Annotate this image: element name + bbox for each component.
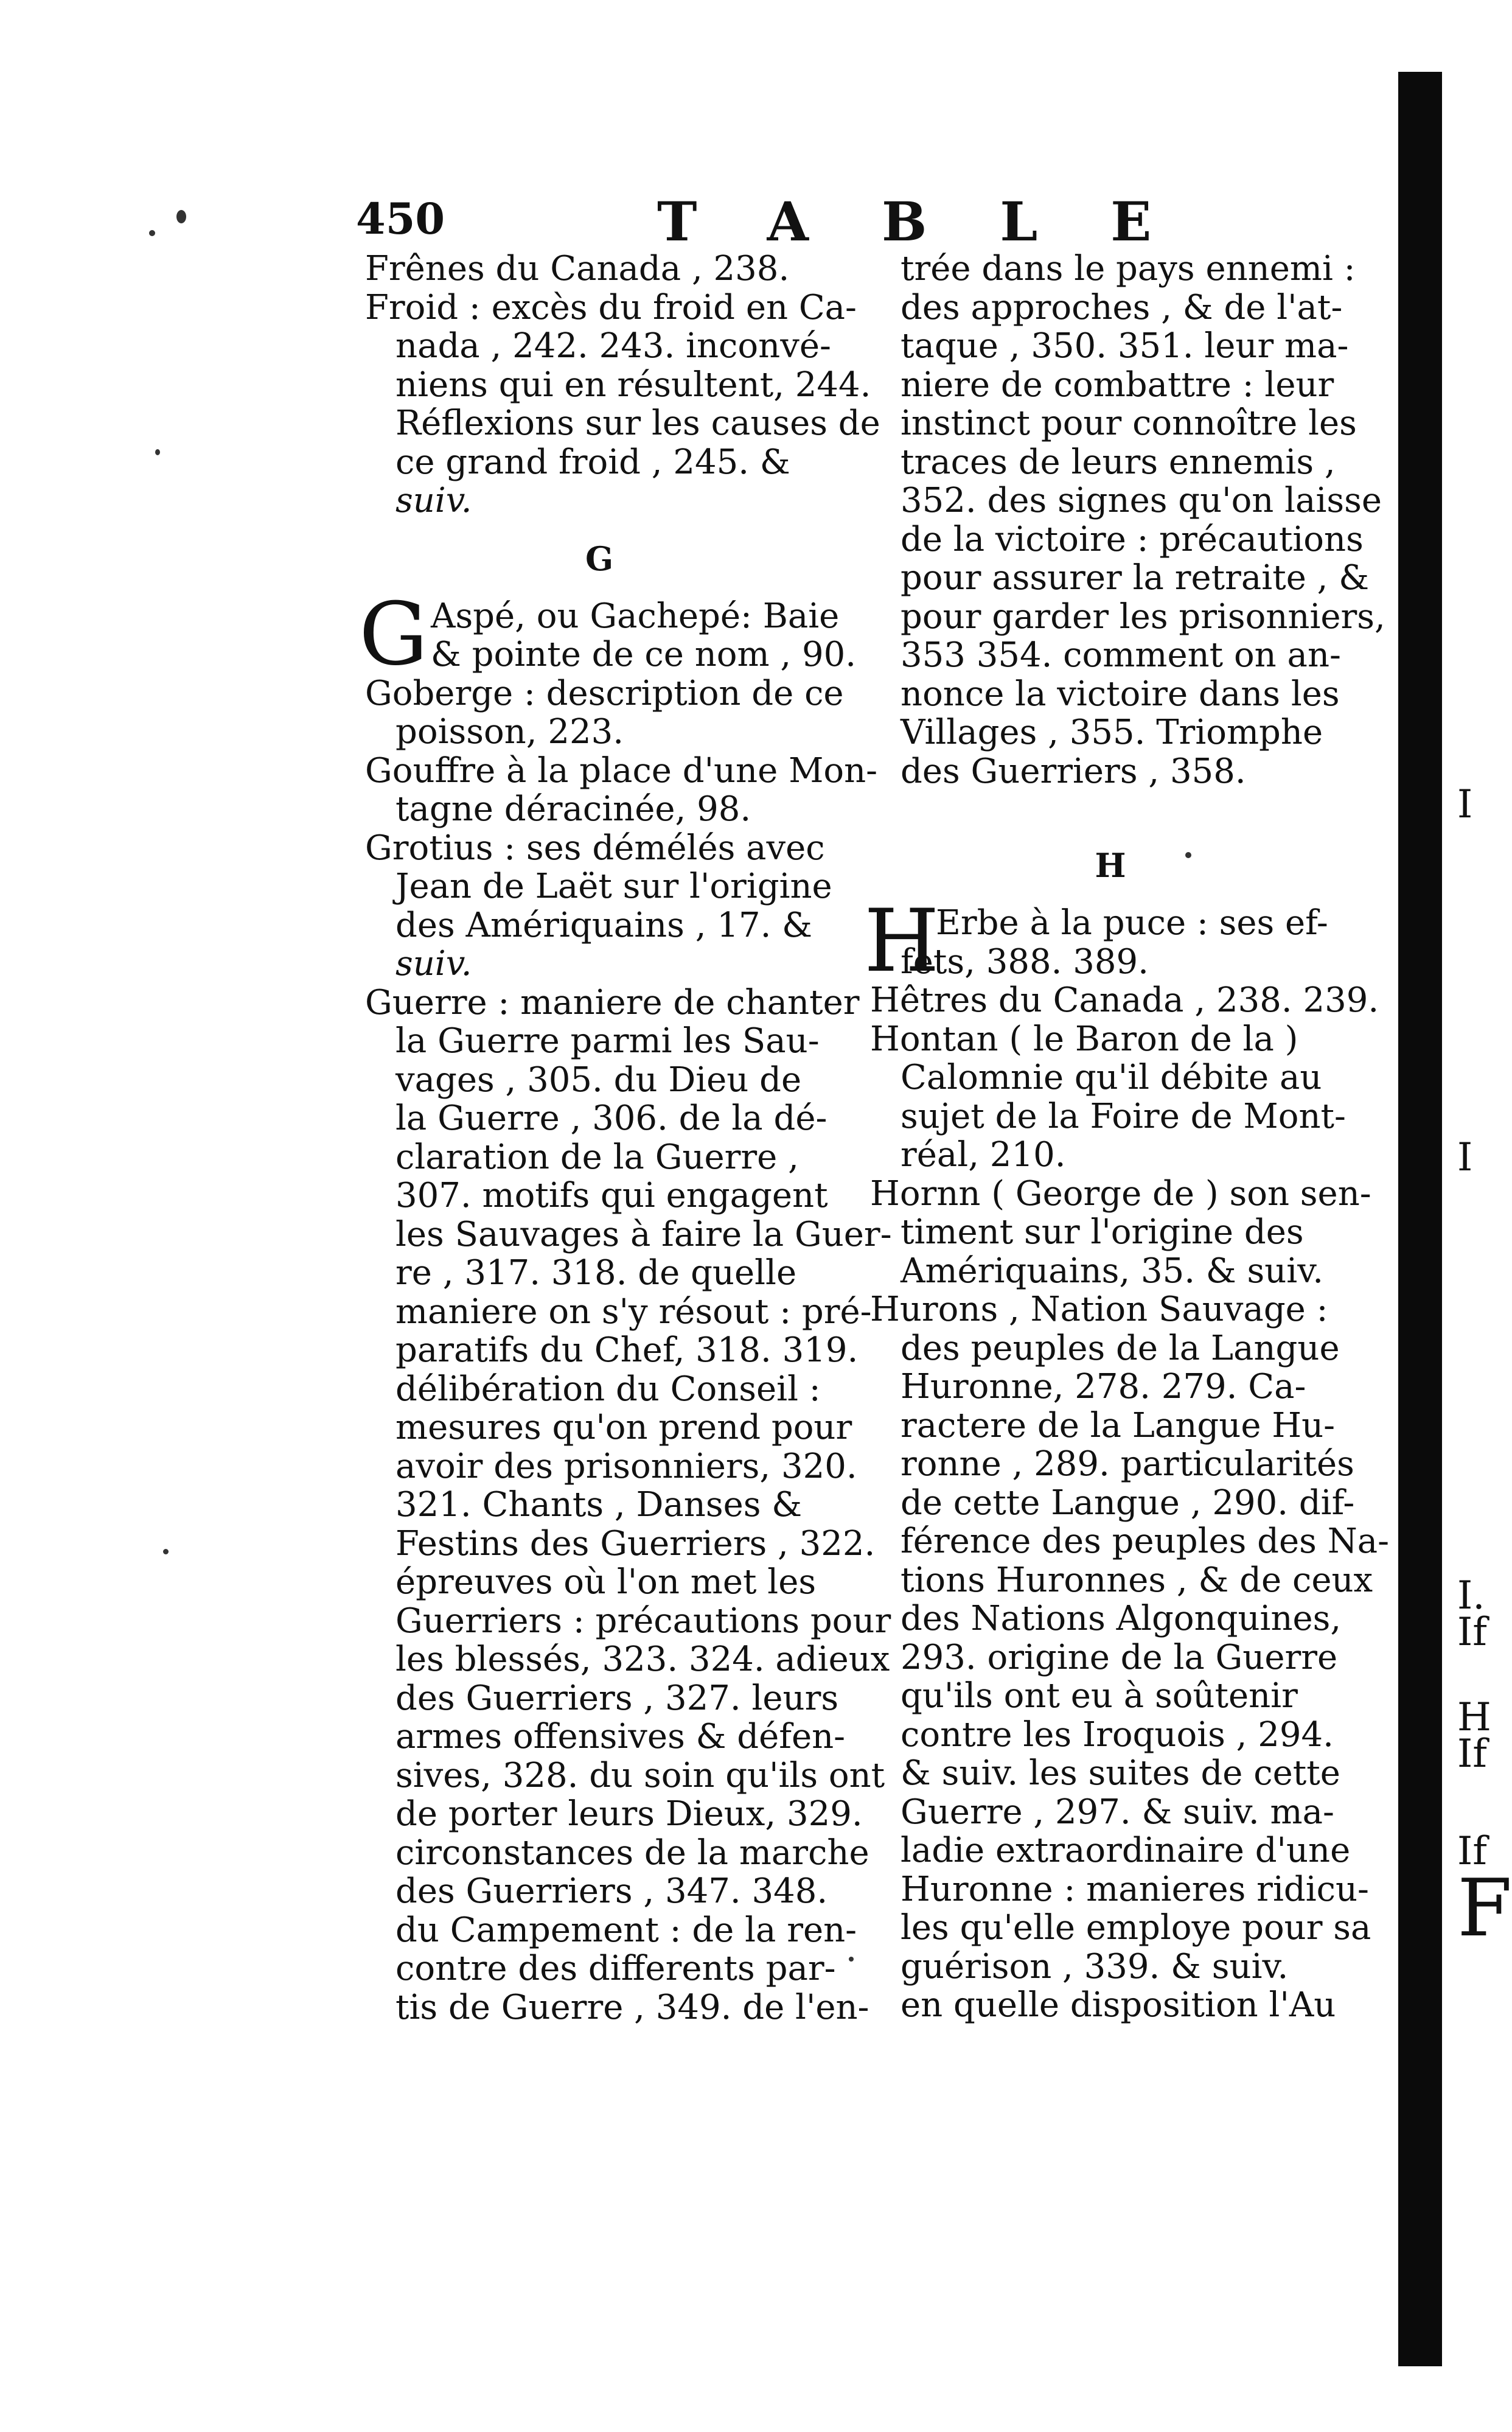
index-line: instinct pour connoître les [901,404,1357,443]
index-line: taque , 350. 351. leur ma- [901,326,1349,366]
index-line: Guerriers : précautions pour [395,1601,891,1641]
index-line: 321. Chants , Danses & [395,1485,803,1525]
scan-speck [849,1957,854,1962]
index-line: Froid : excès du froid en Ca- [365,287,857,327]
index-line: Huronne, 278. 279. Ca- [901,1367,1306,1406]
section-heading-g: G [585,539,614,578]
index-line: de porter leurs Dieux, 329. [395,1794,863,1834]
index-line: contre des differents par- [395,1949,836,1988]
index-line: Guerre , 297. & suiv. ma- [901,1792,1334,1832]
index-line: & suiv. les suites de cette [901,1753,1340,1793]
index-line: ce grand froid , 245. & [395,442,790,482]
index-line: Villages , 355. Triomphe [901,713,1323,752]
index-line: des Guerriers , 327. leurs [395,1678,839,1718]
index-line: contre les Iroquois , 294. [901,1714,1334,1755]
index-line: suiv. [395,944,472,984]
index-line: paratifs du Chef, 318. 319. [395,1330,859,1370]
index-line: sives, 328. du soin qu'ils ont [395,1755,885,1795]
section-heading-h: H [1095,846,1126,885]
index-line: du Campement : de la ren- [395,1910,857,1950]
index-line: Guerre : maniere de chanter [365,982,860,1022]
index-line: suiv. [395,481,472,520]
facing-page-letter: I [1457,782,1473,827]
index-line-text: Aspé, ou Gachepé: Baie [431,596,840,636]
right-column [864,249,1390,2025]
index-line: des Guerriers , 347. 348. [395,1871,828,1911]
index-line: guérison , 339. & suiv. [901,1946,1289,1986]
index-line: la Guerre , 306. de la dé- [395,1099,827,1138]
index-line: fets, 388. 389. [901,942,1149,982]
scan-speck [155,449,160,455]
scan-speck [176,210,186,223]
index-line: maniere on s'y résout : pré- [395,1291,872,1332]
index-line: la Guerre parmi les Sau- [395,1021,820,1061]
index-line: des Nations Algonquines, [901,1599,1342,1638]
index-line: des Amériquains , 17. & [395,905,813,945]
facing-page-letter: I [1457,1135,1473,1180]
index-line: armes offensives & défen- [395,1717,846,1756]
facing-page-letter: If [1457,1610,1487,1655]
index-line: des approches , & de l'at- [901,287,1343,327]
index-line: Calomnie qu'il débite au [901,1058,1322,1097]
index-line: Amériquains, 35. & suiv. [901,1251,1323,1291]
index-line: 353 354. comment on an- [901,635,1341,675]
index-line: Festins des Guerriers , 322. [395,1523,876,1564]
running-head: TABLE [657,190,1225,253]
index-line: tis de Guerre , 349. de l'en- [395,1987,869,2027]
index-line: qu'ils ont eu à soûtenir [901,1676,1298,1716]
index-line: circonstances de la marche [395,1833,869,1873]
index-line: Frênes du Canada , 238. [365,249,790,288]
facing-page-letter: I. [1457,1573,1485,1618]
index-line: Gouffre à la place d'une Mon- [365,750,878,791]
index-line: niens qui en résultent, 244. [395,365,871,405]
drop-capital: G [359,584,428,685]
index-line: nonce la victoire dans les [901,674,1340,714]
index-line: tions Huronnes , & de ceux [901,1560,1373,1600]
index-line: Huronne : manieres ridicu- [901,1869,1369,1909]
index-line: Hornn ( George de ) son sen- [870,1173,1371,1214]
index-line: Grotius : ses démélés avec [365,828,825,868]
index-line: de cette Langue , 290. dif- [901,1483,1355,1523]
spacer [870,791,1351,827]
page-spine-shadow [1398,72,1442,2366]
index-line: timent sur l'origine des [901,1212,1304,1252]
index-line: en quelle disposition l'Au [901,1985,1336,2025]
index-line: les blessés, 323. 324. adieux [395,1640,890,1679]
index-line: ractere de la Langue Hu- [901,1405,1336,1445]
index-line-text: Erbe à la puce : ses ef- [936,903,1328,943]
index-line: ronne , 289. particularités [901,1444,1354,1484]
index-line: & pointe de ce nom , 90. [431,635,857,674]
index-line: ladie extraordinaire d'une [901,1831,1351,1870]
index-line: tagne déracinée, 98. [395,789,751,829]
facing-page-letter: If [1457,1731,1487,1777]
index-line: Jean de Laët sur l'origine [395,867,832,906]
index-line: épreuves où l'on met les [395,1562,817,1602]
index-line: les qu'elle employe pour sa [901,1908,1371,1948]
index-line: les Sauvages à faire la Guer- [395,1214,892,1254]
facing-page-letter: H [1457,1695,1491,1740]
index-line: poisson, 223. [395,712,624,752]
index-line: pour garder les prisonniers, [901,596,1385,637]
index-line: Hêtres du Canada , 238. 239. [870,980,1379,1020]
index-line: férence des peuples des Na- [901,1522,1390,1561]
index-line: sujet de la Foire de Mont- [901,1096,1346,1136]
index-line: Hurons , Nation Sauvage : [870,1290,1328,1329]
index-line: des peuples de la Langue [901,1328,1340,1368]
index-line: claration de la Guerre , [395,1137,799,1177]
index-line: des Guerriers , 358. [901,751,1246,791]
page-number: 450 [356,194,445,244]
index-line: nada , 242. 243. inconvé- [395,326,831,366]
facing-page-letter: F [1457,1862,1512,1954]
index-line: niere de combattre : leur [901,365,1334,405]
index-line: avoir des prisonniers, 320. [395,1446,857,1486]
index-line: 307. motifs qui engagent [395,1176,828,1215]
index-line: 293. origine de la Guerre [901,1637,1338,1677]
index-line: trée dans le pays ennemi : [901,249,1356,288]
index-line: Hontan ( le Baron de la ) [870,1019,1298,1059]
left-column [359,249,892,2027]
drop-capital: H [864,891,939,991]
scan-speck [149,230,155,236]
scan-speck [163,1549,169,1554]
index-line: traces de leurs ennemis , [901,442,1336,482]
index-line: délibération du Conseil : [395,1369,821,1409]
index-line: 352. des signes qu'on laisse [901,481,1382,520]
index-line: de la victoire : précautions [901,519,1364,559]
index-line: pour assurer la retraite , & [901,558,1370,598]
index-line: réal, 210. [901,1135,1066,1175]
index-line: mesures qu'on prend pour [395,1408,852,1447]
index-line: Réflexions sur les causes de [395,404,880,443]
facing-page-letter: If [1457,1829,1487,1874]
index-line: vages , 305. du Dieu de [395,1060,802,1100]
index-line: re , 317. 318. de quelle [395,1253,797,1293]
index-line: Goberge : description de ce [365,673,844,713]
